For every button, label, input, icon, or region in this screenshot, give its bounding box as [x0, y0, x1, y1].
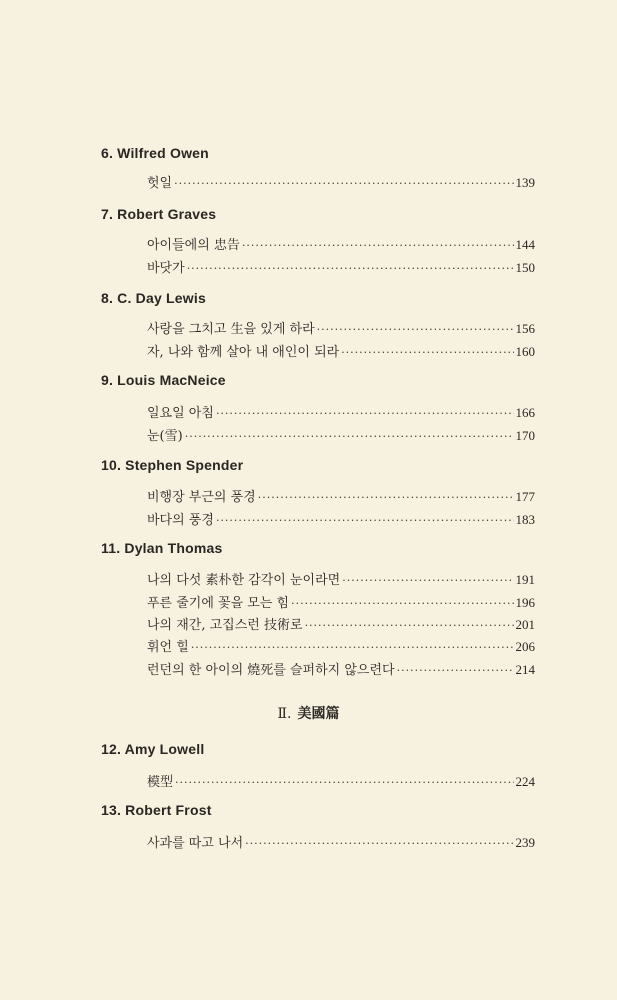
- toc-entry[interactable]: [147, 486, 535, 506]
- dot-leader: [216, 407, 514, 420]
- entry-title: 나의 재간, 고집스런 技術로: [147, 618, 303, 633]
- toc-entry[interactable]: [147, 509, 535, 529]
- part-numeral: Ⅱ.: [277, 706, 292, 722]
- entry-page-number: 160: [515, 344, 535, 359]
- dot-leader: [242, 239, 514, 252]
- toc-entry[interactable]: [147, 659, 535, 679]
- entry-page-number: 150: [515, 260, 535, 275]
- entry-page-number: 166: [515, 405, 535, 420]
- toc-entry[interactable]: [147, 257, 535, 277]
- toc-entry[interactable]: [147, 592, 535, 612]
- entry-title: 비행장 부근의 풍경: [147, 490, 256, 505]
- poet-heading: 13. Robert Frost: [101, 802, 212, 818]
- entry-title: 아이들에의 忠告: [147, 238, 240, 253]
- poet-heading: 6. Wilfred Owen: [101, 145, 209, 161]
- toc-entry[interactable]: [147, 771, 535, 791]
- entry-title: 눈(雪): [147, 429, 183, 444]
- entry-title: 사과를 따고 나서: [147, 836, 244, 851]
- entry-title: 일요일 아침: [147, 406, 214, 421]
- entry-page-number: 196: [515, 595, 535, 610]
- dot-leader: [317, 323, 514, 336]
- toc-entry[interactable]: [147, 614, 535, 634]
- toc-entry[interactable]: [147, 341, 535, 361]
- part-heading: [0, 703, 617, 723]
- entry-page-number: 183: [515, 512, 535, 527]
- toc-entry[interactable]: [147, 832, 535, 852]
- entry-page-number: 170: [515, 428, 535, 443]
- entry-title: 푸른 줄기에 꽃을 모는 힘: [147, 596, 290, 611]
- entry-page-number: 206: [515, 639, 535, 654]
- entry-title: 휘언 힐: [147, 640, 189, 655]
- poet-heading: 7. Robert Graves: [101, 206, 217, 222]
- entry-title: 런던의 한 아이의 燒死를 슬퍼하지 않으련다: [147, 663, 395, 678]
- dot-leader: [191, 641, 514, 654]
- dot-leader: [305, 619, 514, 632]
- entry-page-number: 239: [515, 835, 535, 850]
- poet-heading: 11. Dylan Thomas: [101, 540, 223, 556]
- dot-leader: [187, 262, 514, 275]
- dot-leader: [258, 491, 514, 504]
- toc-entry[interactable]: [147, 636, 535, 656]
- toc-entry[interactable]: [147, 318, 535, 338]
- toc-entry[interactable]: [147, 172, 535, 192]
- entry-page-number: 139: [515, 175, 535, 190]
- entry-title: 사랑을 그치고 生을 있게 하라: [147, 322, 315, 337]
- entry-title: 바다의 풍경: [147, 513, 214, 528]
- dot-leader: [342, 574, 513, 587]
- entry-title: 바닷가: [147, 261, 185, 276]
- dot-leader: [291, 597, 513, 610]
- dot-leader: [341, 346, 513, 359]
- part-title: 美國篇: [297, 706, 340, 722]
- entry-page-number: 214: [515, 662, 535, 677]
- toc-entry[interactable]: [147, 425, 535, 445]
- dot-leader: [175, 776, 513, 789]
- toc-entry[interactable]: [147, 234, 535, 254]
- entry-page-number: 224: [515, 774, 535, 789]
- dot-leader: [185, 430, 514, 443]
- entry-page-number: 177: [515, 489, 535, 504]
- poet-heading: 10. Stephen Spender: [101, 457, 244, 473]
- dot-leader: [216, 514, 514, 527]
- entry-page-number: 191: [515, 572, 535, 587]
- entry-title: 자, 나와 함께 살아 내 애인이 되라: [147, 345, 340, 360]
- entry-page-number: 201: [515, 617, 535, 632]
- dot-leader: [245, 837, 513, 850]
- entry-page-number: 156: [515, 321, 535, 336]
- entry-title: 模型: [147, 775, 174, 790]
- poet-heading: 9. Louis MacNeice: [101, 372, 226, 388]
- entry-title: 나의 다섯 素朴한 감각이 눈이라면: [147, 573, 341, 588]
- toc-entry[interactable]: [147, 402, 535, 422]
- toc-entry[interactable]: [147, 569, 535, 589]
- dot-leader: [174, 177, 513, 190]
- dot-leader: [397, 664, 514, 677]
- poet-heading: 8. C. Day Lewis: [101, 290, 206, 306]
- entry-title: 헛일: [147, 176, 173, 191]
- poet-heading: 12. Amy Lowell: [101, 741, 205, 757]
- entry-page-number: 144: [515, 237, 535, 252]
